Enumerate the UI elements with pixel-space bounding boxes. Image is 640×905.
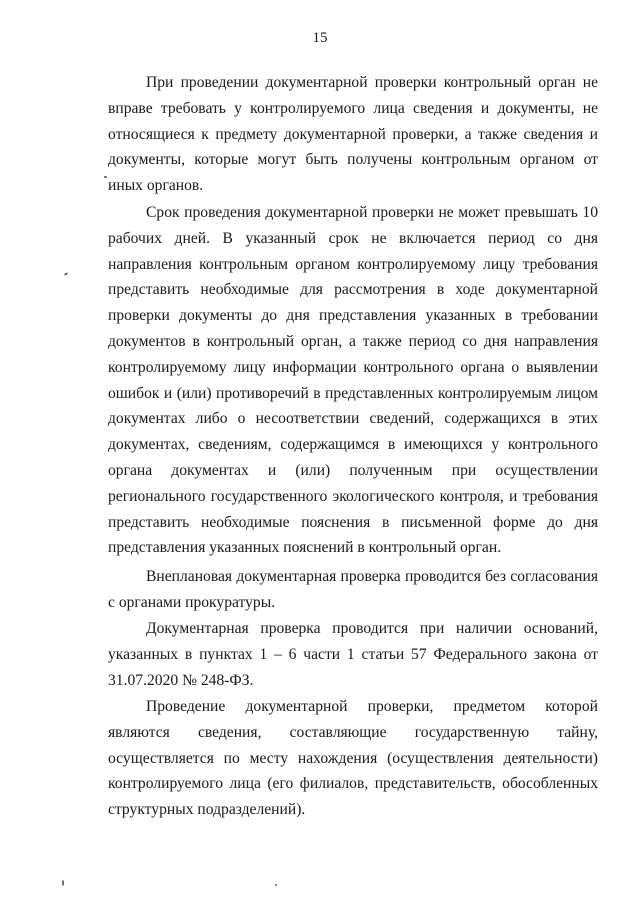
paragraph-2: Срок проведения документарной проверки не может превышать 10 рабочих дней. В указанный срок не включается период со дня направления контрольным органом контролируемому лицу требования представить необходимые для рассмотрения в ходе документарной проверки документы до дня представления указанных в требовании документов в контрольный орган, а также период со дня направления контролируемому лицу информации контрольного органа о выявлении ошибок и (или) противоречий в представленных контролируемым лицом документах либо о несоответствии сведений, содержащихся в этих документах, сведениям, содержащимся в имеющихся у контрольного органа документах и (или) полученным при осуществлении регионального государственного экологического контроля, и требования представить необходимые пояснения в письменной форме до дня представления указанных пояснений в контрольный орган. (108, 204, 598, 557)
scan-speck (64, 272, 68, 276)
paragraph-3: Внеплановая документарная проверка проводится без согласования с органами прокуратуры. (108, 568, 598, 611)
paragraph-5: Проведение документарной проверки, предметом которой являются сведения, составляющие государственную тайну, осуществляется по месту нахождения (осуществления деятельности) контролируемого лица (его филиалов, представительств, обособленных структурных подразделений). (108, 698, 598, 819)
paragraph-1: При проведении документарной проверки контрольный орган не вправе требовать у контролируемого лица сведения и документы, не относящиеся к предмету документарной проверки, а также сведения и документы, которые могут быть получены контрольным органом от иных органов. (108, 74, 598, 195)
page-number: 15 (312, 30, 328, 46)
scan-speck (104, 176, 107, 178)
scan-speck (62, 880, 64, 886)
scan-speck (275, 884, 277, 886)
paragraph-4: Документарная проверка проводится при наличии оснований, указанных в пунктах 1 – 6 части 1 статьи 57 Федерального закона от 31.07.2020 № 248-ФЗ. (108, 620, 598, 689)
